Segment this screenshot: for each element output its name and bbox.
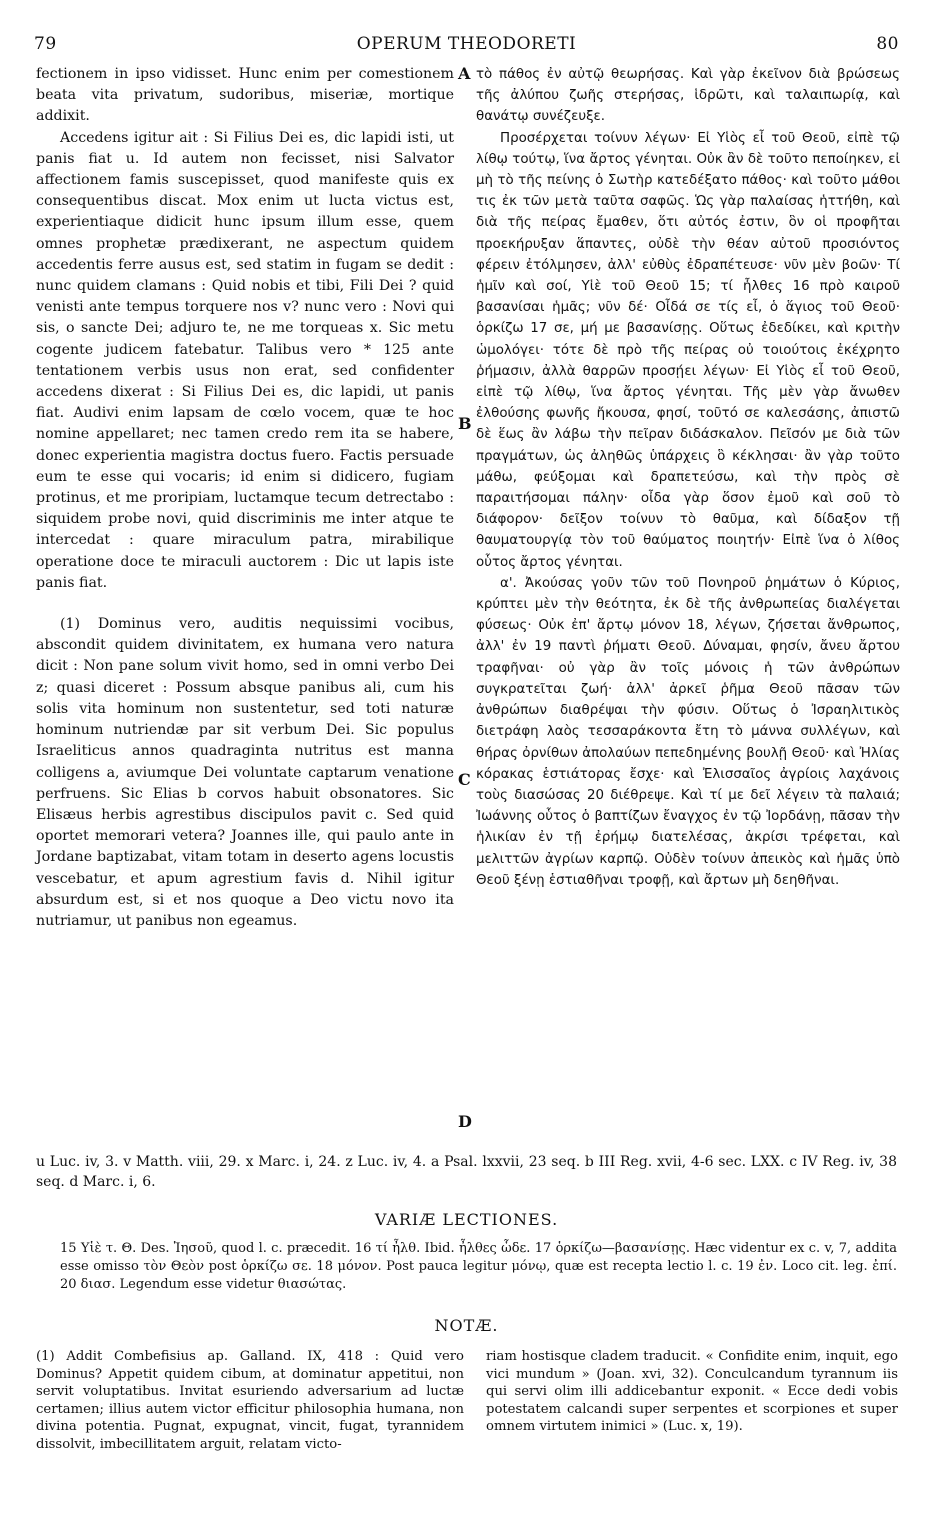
latin-paragraph-1: fectionem in ipso vidisset. Hunc enim per comestionem beata vita privatum, sudoribus, miseriæ, mortique addixit. [36, 66, 454, 125]
margin-letter-a: A [458, 64, 471, 83]
notae-left-column: (1) Addit Combefisius ap. Galland. IX, 418 : Quid vero Dominus? Appetit quidem cibum, at dominatur appetitui, non servit voluptatibus. Invitat esuriendo adversarium ad luctæ certamen; illius autem victor efficitur philosophia humana, non divina potentia. Pugnat, expugnat, vincit, fugat, tyrannidem dissolvit, imbecillitatem arguit, relatam victo- [36, 1349, 464, 1452]
greek-paragraph-2: Προσέρχεται τοίνυν λέγων· Εἰ Υἱὸς εἶ τοῦ Θεοῦ, εἰπὲ τῷ λίθῳ τούτῳ, ἵνα ἄρτος γένηται. Οὐκ ἂν δὲ τοῦτο πεποίηκεν, εἰ μὴ τὸ τῆς πείνης ὁ Σωτὴρ κατεδέξατο πάθος· καὶ τοῦτο μάθοι τις ἐκ τῶν μετὰ ταῦτα σαφῶς. Ὡς γὰρ παλαίσας ἡττήθη, καὶ διὰ τῆς πείρας ἔμαθεν, ὅτι αὐτός ἐστιν, ὃν οἱ προφῆται προεκήρυξαν ἅπαντες, οὐδὲ τὴν θέαν αὐτοῦ προσιόντος φέρειν ἐτόλμησεν, ἀλλ' εὐθὺς ἐδραπέτευσε· νῦν μὲν βοῶν· Τί ἡμῖν καὶ σοί, Υἱὲ τοῦ Θεοῦ 15; τί ἦλθες 16 πρὸ καιροῦ βασανίσαι ἡμᾶς; νῦν δέ· Οἶδά σε τίς εἶ, ὁ ἅγιος τοῦ Θεοῦ· ὁρκίζω 17 σε, μή με βασανίσῃς. Οὕτως ἐδεδίκει, καὶ κριτὴν ὡμολόγει· τότε δὲ πρὸ τῆς πείρας οὐ τοιούτοις ἐκέχρητο ῥήμασιν, ἀλλὰ θαρρῶν προσῄει λέγων· Εἰ Υἱὸς εἶ τοῦ Θεοῦ, εἰπὲ τῷ λίθῳ, ἵνα ἄρτος γένηται. Τῆς μὲν γὰρ ἄνωθεν ἐλθούσης φωνῆς ἤκουσα, φησί, τοῦτό σε καλεσάσης, ἀπιστῶ δὲ ἕως ἂν λάβω τὴν πεῖραν διδάσκαλον. Πεῖσόν με διὰ τῶν πραγμάτων, ὡς ἀληθῶς ὑπάρχεις ὃ κέκλησαι· ἂν γὰρ τοῦτο μάθω, φεύξομαι καὶ δραπετεύσω, καὶ τὴν πρὸς σὲ παραιτήσομαι πάλην· οἶδα γὰρ ὅσον ἐμοῦ καὶ σοῦ τὸ διάφορον· δεῖξον τοίνυν τὸ θαῦμα, καὶ δίδαξον τῇ θαυματουργίᾳ τὸν τοῦ θαύματος ποιητήν· Εἰπὲ ἵνα ὁ λίθος οὗτος ἄρτος γένηται. [476, 130, 900, 570]
latin-paragraph-3: (1) Dominus vero, auditis nequissimi vocibus, abscondit quidem divinitatem, ex humana vero natura dicit : Non pane solum vivit homo, sed in omni verbo Dei z; quasi diceret : Possum absque panibus ali, cum his solis vita hominum non sustentetur, sed toti naturæ hominum nutriendæ par sit verbum Dei. Sic populus Israeliticus annos quadraginta nutritus est manna colligens a, aviumque Dei voluntate captarum venatione perfruens. Sic Elias b corvos habuit obsonatores. Sic Elisæus herbis agrestibus discipulos pavit c. Sed quid oportet memorari vetera? Joannes ille, qui paulo ante in Jordane baptizabat, vitam totam in deserto agens locustis vescebatur, et apum agrestium favis d. Nihil igitur absurdum est, si et nos quoque a Deo victu novo ita nutriamur, ut panibus non egeamus. [36, 616, 454, 929]
greek-paragraph-1: τὸ πάθος ἐν αὐτῷ θεωρήσας. Καὶ γὰρ ἐκεῖνον διὰ βρώσεως τῆς ἀλύπου ζωῆς στερήσας, ἱδρῶτι, καὶ ταλαιπωρίᾳ, καὶ θανάτῳ συνέζευξε. [476, 67, 900, 125]
running-header [34, 34, 899, 60]
notae-right-column: riam hostisque cladem traducit. « Confidite enim, inquit, ego vici mundum » (Joan. xvi, 32). Conculcandum tyrannum iis qui servi olim illi addicebantur exponit. « Ecce dedi vobis potestatem calcandi super serpentes et scorpiones et super omnem virtutem inimici » (Luc. x, 19). [486, 1349, 898, 1434]
running-title: OPERUM THEODORETI [356, 34, 577, 54]
greek-column [476, 64, 900, 891]
greek-paragraph-3: α'. Ἀκούσας γοῦν τῶν τοῦ Πονηροῦ ῥημάτων ὁ Κύριος, κρύπτει μὲν τὴν θεότητα, ἐκ δὲ τῆς ἀνθρωπείας διαλέγεται φύσεως· Οὐκ ἐπ' ἄρτῳ μόνον 18, λέγων, ζήσεται ἄνθρωπος, ἀλλ' ἐν 19 παντὶ ῥήματι Θεοῦ. Δύναμαι, φησίν, ἄνευ ἄρτου τραφῆναι· οὐ γὰρ ἂν τοῖς μόνοις ἡ τῶν ἀνθρώπων συγκρατεῖται ζωή· ἀλλ' ἀρκεῖ ῥῆμα Θεοῦ πᾶσαν τῶν ἀνθρώπων διαθρέψαι τὴν φύσιν. Οὕτως ὁ Ἰσραηλιτικὸς διετράφη λαὸς τεσσαράκοντα ἔτη τὸ μάννα συλλέγων, καὶ θήρας ὀρνίθων ἀπολαύων πεπεδημένης βουλῇ Θεοῦ· καὶ Ἠλίας κόρακας ἑστιάτορας ἔσχε· καὶ Ἐλισσαῖος ἀγρίοις λαχάνοις τοὺς διασώσας 20 διέθρεψε. Καὶ τί με δεῖ λέγειν τὰ παλαιά; Ἰωάννης οὗτος ὁ βαπτίζων ἔναγχος ἐν τῷ Ἰορδάνῃ, πᾶσαν τὴν ἡλικίαν ἐν τῇ ἐρήμῳ διατελέσας, ἀκρίσι τρέφεται, καὶ μελιττῶν ἀγρίων καρπῷ. Οὐδὲν τοίνυν ἀπεικὸς καὶ ἡμᾶς ὑπὸ Θεοῦ ξένῃ ἑστιαθῆναι τροφῇ, καὶ ἄρτων μὴ δεηθῆναι. [476, 575, 900, 888]
latin-paragraph-2: Accedens igitur ait : Si Filius Dei es, dic lapidi isti, ut panis fiat u. Id autem non fecisset, nisi Salvator affectionem famis suscepisset, quod manifeste quis ex consequentibus discat. Mox enim ut lucta victus est, experientiaque didicit hunc ipsum illum esse, quem omnes prophetæ prædixerant, ne aspectum quidem accedentis ferre ausus est, sed statim in fugam se dedit : nunc quidem clamans : Quid nobis et tibi, Fili Dei ? quid venisti ante tempus torquere nos v? nunc vero : Novi qui sis, o sancte Dei; adjuro te, ne me torqueas x. Sic metu cogente judicem fatebatur. Talibus vero * 125 ante tentationem verbis usus non erat, sed confidenter accedens dixerat : Si Filius Dei es, dic lapidi, ut panis fiat. Audivi enim lapsam de cœlo vocem, quæ te hoc nomine appellaret; nec tamen credo rem ita se habere, donec experientia magistra doctus fuero. Factis persuade eum te esse qui vocaris; id enim si didicero, fugiam protinus, et me proripiam, luctamque tecum detrectabo : siquidem probe novi, quid discriminis me inter atque te intercedat : quare miraculum patra, mirabilique operatione doce te miraculi auctorem : Dic ut lapis iste panis fiat. [36, 129, 454, 591]
left-page-number: 79 [34, 34, 57, 54]
scripture-references: u Luc. iv, 3. v Matth. viii, 29. x Marc. i, 24. z Luc. iv, 4. a Psal. lxxvii, 23 seq. b III Reg. xvii, 4-6 sec. LXX. c IV Reg. iv, 38 seq. d Marc. i, 6. [36, 1154, 897, 1190]
latin-column [36, 64, 454, 932]
margin-letter-b: B [458, 414, 472, 433]
variae-title: VARIÆ LECTIONES. [374, 1210, 559, 1229]
notae-title: NOTÆ. [434, 1316, 499, 1335]
margin-letter-d: D [458, 1112, 472, 1131]
right-page-number: 80 [876, 34, 899, 54]
variae-lectiones: 15 Υἱὲ τ. Θ. Des. Ἰησοῦ, quod l. c. præcedit. 16 τί ἦλθ. Ibid. ἦλθες ὧδε. 17 ὁρκίζω—βασανίσῃς. Hæc videntur ex c. v, 7, addita esse omisso τὸν Θεὸν post ὁρκίζω σε. 18 μόνον. Post pauca legitur μόνῳ, quæ est recepta lectio l. c. 19 ἐν. Loco cit. leg. ἐπί. 20 διασ. Legendum esse videtur θιασώτας. [60, 1241, 897, 1292]
margin-letter-c: C [458, 770, 471, 789]
